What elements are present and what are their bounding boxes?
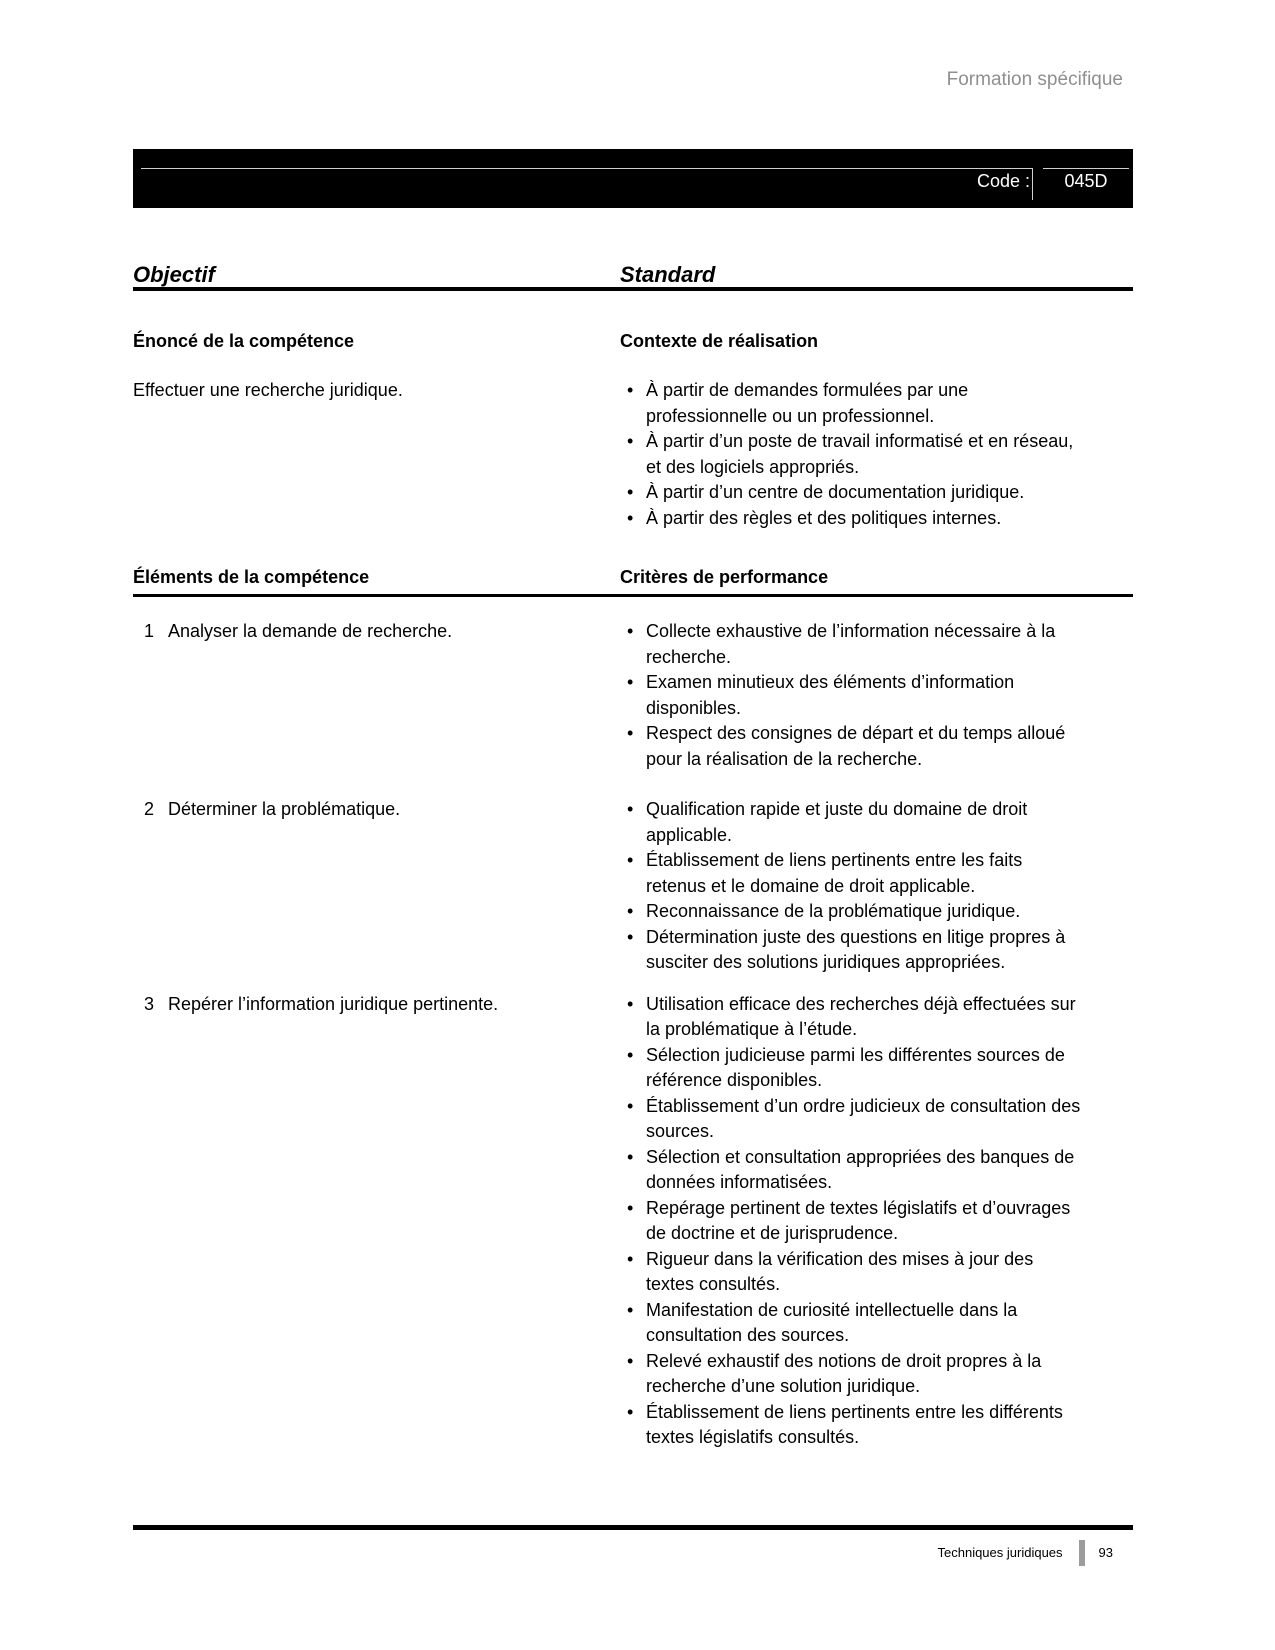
code-banner xyxy=(133,149,1133,208)
footer-rule xyxy=(133,1525,1133,1530)
code-label: Code : xyxy=(976,171,1030,191)
element-label: Déterminer la problématique. xyxy=(168,799,401,819)
element-number: 1 xyxy=(144,621,155,641)
code-value: 045D xyxy=(1064,171,1108,191)
bullet-item: • Établissement de liens pertinents entre les différents textes législatifs consultés. xyxy=(620,1400,1082,1451)
footer-page-number: 93 xyxy=(1098,1545,1113,1560)
bullet-item: • Manifestation de curiosité intellectuelle dans la consultation des sources. xyxy=(620,1298,1082,1349)
elements-headers-row xyxy=(133,567,1133,588)
bullet-item: • À partir des règles et des politiques internes. xyxy=(620,506,1082,532)
context-bullet-list xyxy=(620,378,1082,531)
bullet-item: • Examen minutieux des éléments d’information disponibles. xyxy=(620,670,1082,721)
objectif-title: Objectif xyxy=(133,262,215,287)
bullet-item: • Reconnaissance de la problématique juridique. xyxy=(620,899,1082,925)
bullet-item: • Rigueur dans la vérification des mises à jour des textes consultés. xyxy=(620,1247,1082,1298)
bullet-item: • Qualification rapide et juste du domaine de droit applicable. xyxy=(620,797,1082,848)
bullet-item: • Relevé exhaustif des notions de droit propres à la recherche d’une solution juridique. xyxy=(620,1349,1082,1400)
context-header: Contexte de réalisation xyxy=(620,331,819,351)
bullet-item: • À partir d’un centre de documentation juridique. xyxy=(620,480,1082,506)
statement-headers-row xyxy=(133,331,1133,352)
banner-title-underline xyxy=(141,168,1032,169)
running-head: Formation spécifique xyxy=(946,69,1123,90)
banner-vertical-divider xyxy=(1032,168,1033,200)
criteria-header: Critères de performance xyxy=(620,567,829,587)
element-row xyxy=(133,992,1133,1451)
page-content xyxy=(133,0,1133,1451)
footer-divider-bar xyxy=(1079,1540,1085,1566)
elements-rule xyxy=(133,594,1133,597)
footer-program-name: Techniques juridiques xyxy=(937,1545,1063,1560)
title-rule xyxy=(133,287,1133,291)
element-item xyxy=(133,992,620,1018)
bullet-item: • Sélection judicieuse parmi les différentes sources de référence disponibles. xyxy=(620,1043,1082,1094)
bullet-item: • Repérage pertinent de textes législatifs et d’ouvrages de doctrine et de jurisprudence. xyxy=(620,1196,1082,1247)
element-row xyxy=(133,619,1133,772)
bullet-item: • Utilisation efficace des recherches déjà effectuées sur la problématique à l’étude. xyxy=(620,992,1082,1043)
column-titles-row xyxy=(133,262,1133,287)
footer-line xyxy=(133,1540,1133,1566)
page-footer xyxy=(133,1525,1133,1566)
bullet-item: • À partir d’un poste de travail informatisé et en réseau, et des logiciels appropriés. xyxy=(620,429,1082,480)
bullet-item: • À partir de demandes formulées par une professionnelle ou un professionnel. xyxy=(620,378,1082,429)
bullet-item: • Établissement de liens pertinents entre les faits retenus et le domaine de droit applicable. xyxy=(620,848,1082,899)
element-label: Analyser la demande de recherche. xyxy=(168,621,453,641)
standard-title: Standard xyxy=(620,262,716,287)
element-item xyxy=(133,619,620,645)
statement-header: Énoncé de la compétence xyxy=(133,331,355,351)
bullet-item: • Établissement d’un ordre judicieux de consultation des sources. xyxy=(620,1094,1082,1145)
element-number: 2 xyxy=(144,799,155,819)
competency-statement: Effectuer une recherche juridique. xyxy=(133,380,403,400)
elements-header: Éléments de la compétence xyxy=(133,567,370,587)
element-label: Repérer l’information juridique pertinente. xyxy=(168,993,499,1014)
criteria-bullet-list xyxy=(620,797,1082,976)
criteria-bullet-list xyxy=(620,619,1082,772)
bullet-item: • Sélection et consultation appropriées des banques de données informatisées. xyxy=(620,1145,1082,1196)
code-underline xyxy=(1043,168,1129,169)
statement-row xyxy=(133,378,1133,531)
bullet-item: • Collecte exhaustive de l’information nécessaire à la recherche. xyxy=(620,619,1082,670)
criteria-bullet-list xyxy=(620,992,1082,1451)
element-row xyxy=(133,797,1133,976)
element-number: 3 xyxy=(144,993,155,1014)
element-item xyxy=(133,797,620,823)
bullet-item: • Respect des consignes de départ et du temps alloué pour la réalisation de la recherche. xyxy=(620,721,1082,772)
bullet-item: • Détermination juste des questions en litige propres à susciter des solutions juridiques appropriées. xyxy=(620,925,1082,976)
